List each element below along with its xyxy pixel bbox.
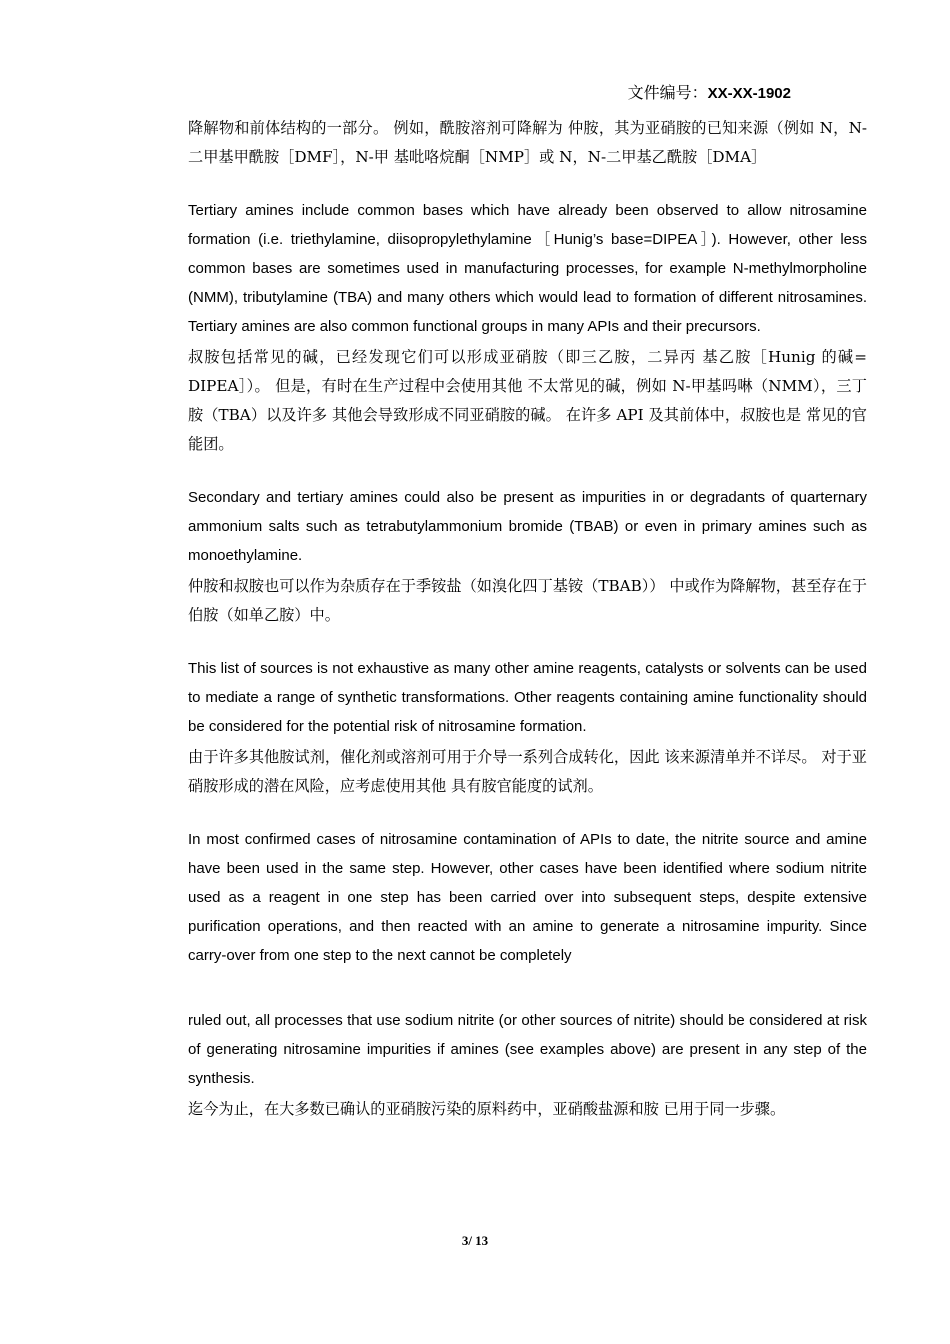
document-number-label: 文件编号：: [627, 83, 708, 102]
paragraph-zh-list-not-exhaustive: 由于许多其他胺试剂，催化剂或溶剂可用于介导一系列合成转化，因此 该来源清单并不详尽。 对于亚硝胺形成的潜在风险，应考虑使用其他 具有胺官能度的试剂。: [188, 748, 867, 795]
paragraph-en-tertiary-amines: Tertiary amines include common bases which have already been observed to allow nitrosamine formation (i.e. triethylamine, diisopropylethylamine［Hunig’s base=DIPEA］). However, other less common bases are sometimes used in manufacturing processes, for example N-methylmorpholine (NMM), tributylamine (TBA) and many others which would lead to formation of different nitrosamines. Tertiary amines are also common functional groups in many APIs and their precursors.: [188, 202, 867, 335]
paragraph-en-secondary-tertiary-impurities: Secondary and tertiary amines could also be present as impurities in or degradants of quarternary ammonium salts such as tetrabutylammonium bromide (TBAB) or even in primary amines such as monoethylamine.: [188, 489, 867, 564]
paragraph-en-carry-over: ruled out, all processes that use sodium nitrite (or other sources of nitrite) should be considered at risk of generating nitrosamine impurities if amines (see examples above) are present in any step of the synthesis.: [188, 1012, 867, 1087]
document-number-code: XX-XX-1902: [707, 85, 791, 102]
paragraph-zh-confirmed-cases: 迄今为止，在大多数已确认的亚硝胺污染的原料药中，亚硝酸盐源和胺 已用于同一步骤。: [188, 1100, 786, 1118]
document-body: [188, 114, 867, 1124]
paragraph-en-list-not-exhaustive: This list of sources is not exhaustive as many other amine reagents, catalysts or solvents can be used to mediate a range of synthetic transformations. Other reagents containing amine functionality should be considered for the potential risk of nitrosamine formation.: [188, 660, 867, 735]
paragraph-zh-tertiary-amines: 叔胺包括常见的碱，已经发现它们可以形成亚硝胺（即三乙胺，二异丙 基乙胺［Hunig 的碱= DIPEA］）。 但是，有时在生产过程中会使用其他 不太常见的碱，例如 N-甲基吗啉（NMM），三丁胺（TBA）以及许多 其他会导致形成不同亚硝胺的碱。 在许多 API 及其前体中，叔胺也是 常见的官能团。: [188, 348, 867, 453]
paragraph-zh-amide-solvents: 降解物和前体结构的一部分。 例如，酰胺溶剂可降解为 仲胺，其为亚硝胺的已知来源（例如 N，N-二甲基甲酰胺［DMF］，N-甲 基吡咯烷酮［NMP］或 N，N-二甲基乙酰胺［DMA］: [188, 119, 867, 166]
page-number: 3/ 13: [461, 1233, 489, 1248]
paragraph-zh-secondary-tertiary-impurities: 仲胺和叔胺也可以作为杂质存在于季铵盐（如溴化四丁基铵（TBAB）） 中或作为降解物，甚至存在于伯胺（如单乙胺）中。: [188, 577, 867, 624]
document-number: [628, 80, 791, 103]
paragraph-en-confirmed-cases: In most confirmed cases of nitrosamine contamination of APIs to date, the nitrite source and amine have been used in the same step. However, other cases have been identified where sodium nitrite used as a reagent in one step has been carried over into subsequent steps, despite extensive purification operations, and then reacted with an amine to generate a nitrosamine impurity. Since carry-over from one step to the next cannot be completely: [188, 831, 867, 964]
